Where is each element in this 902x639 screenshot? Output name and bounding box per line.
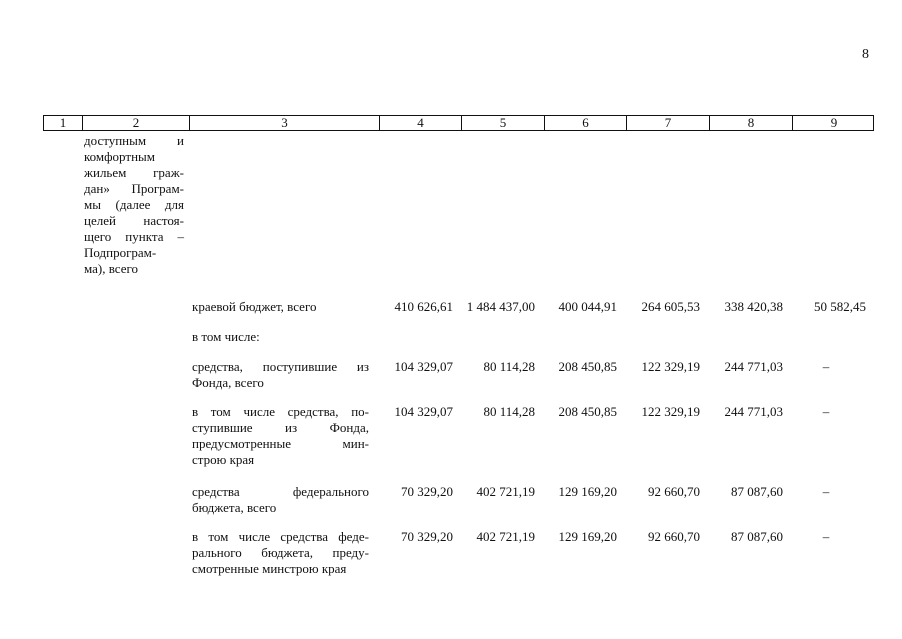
value-cell: 208 450,85 <box>558 404 617 419</box>
value-cell: 104 329,07 <box>394 404 453 419</box>
value-cell: 92 660,70 <box>648 529 700 544</box>
program-name-line: Подпрограм- <box>84 245 157 260</box>
program-name-line: жильем граж- <box>84 165 184 180</box>
value-cell: 1 484 437,00 <box>466 299 535 314</box>
value-cell: – <box>822 404 830 419</box>
header-col-5: 5 <box>461 116 544 130</box>
program-name-line: комфортным <box>84 149 155 164</box>
header-col-2: 2 <box>82 116 189 130</box>
value-cell: – <box>822 529 830 544</box>
header-col-9: 9 <box>792 116 875 130</box>
row-label-line: предусмотренные мин- <box>192 436 369 451</box>
row-label-fund-ministry <box>192 404 369 468</box>
value-cell: 264 605,53 <box>641 299 700 314</box>
program-name-line: щего пункта – <box>84 229 184 244</box>
row-label-line: в том числе средства, по- <box>192 404 369 419</box>
header-col-1: 1 <box>59 115 67 130</box>
program-name-line: доступным и <box>84 133 184 148</box>
row-label-line: средства федерального <box>192 484 369 499</box>
value-cell: 50 582,45 <box>814 299 866 314</box>
value-cell: 92 660,70 <box>648 484 700 499</box>
row-label-line: Фонда, всего <box>192 375 264 390</box>
value-cell: 70 329,20 <box>401 529 453 544</box>
program-name-line: ма), всего <box>84 261 139 276</box>
value-cell: 87 087,60 <box>731 529 783 544</box>
row-label-line: в том числе средства феде- <box>192 529 369 544</box>
row-label-fund-total <box>192 359 369 391</box>
row-label-line: бюджета, всего <box>192 500 277 515</box>
row-label-line: в том числе: <box>192 329 260 344</box>
program-name-cell <box>84 133 184 277</box>
program-name-line: дан» Програм- <box>84 181 184 196</box>
value-cell: 122 329,19 <box>641 359 700 374</box>
value-cell: – <box>822 484 830 499</box>
header-col-3: 3 <box>189 116 379 130</box>
row-label-line: рального бюджета, преду- <box>192 545 369 560</box>
row-label-regional-budget <box>192 299 369 315</box>
value-cell: 244 771,03 <box>724 359 783 374</box>
value-cell: 70 329,20 <box>401 484 453 499</box>
row-label-line: смотренные минстрою края <box>192 561 347 576</box>
header-col-4: 4 <box>379 116 461 130</box>
value-cell: 80 114,28 <box>483 359 535 374</box>
row-label-federal-ministry <box>192 529 369 577</box>
row-label-including <box>192 329 369 345</box>
row-label-line: краевой бюджет, всего <box>192 299 317 314</box>
row-label-federal-total <box>192 484 369 516</box>
value-cell: – <box>822 359 830 374</box>
header-col-8: 8 <box>709 116 792 130</box>
header-col-6: 6 <box>544 116 626 130</box>
value-cell: 122 329,19 <box>641 404 700 419</box>
program-name-line: мы (далее для <box>84 197 184 212</box>
row-label-line: средства, поступившие из <box>192 359 369 374</box>
table-header-row <box>43 115 874 131</box>
value-cell: 338 420,38 <box>724 299 783 314</box>
header-col-7: 7 <box>626 116 709 130</box>
value-cell: 129 169,20 <box>558 484 617 499</box>
value-cell: 410 626,61 <box>394 299 453 314</box>
value-cell: 80 114,28 <box>483 404 535 419</box>
program-name-line: целей настоя- <box>84 213 184 228</box>
value-cell: 402 721,19 <box>476 484 535 499</box>
page-number: 8 <box>862 47 869 62</box>
value-cell: 129 169,20 <box>558 529 617 544</box>
row-label-line: ступившие из Фонда, <box>192 420 369 435</box>
value-cell: 402 721,19 <box>476 529 535 544</box>
row-label-line: строю края <box>192 452 255 467</box>
value-cell: 244 771,03 <box>724 404 783 419</box>
value-cell: 87 087,60 <box>731 484 783 499</box>
value-cell: 104 329,07 <box>394 359 453 374</box>
value-cell: 400 044,91 <box>558 299 617 314</box>
value-cell: 208 450,85 <box>558 359 617 374</box>
